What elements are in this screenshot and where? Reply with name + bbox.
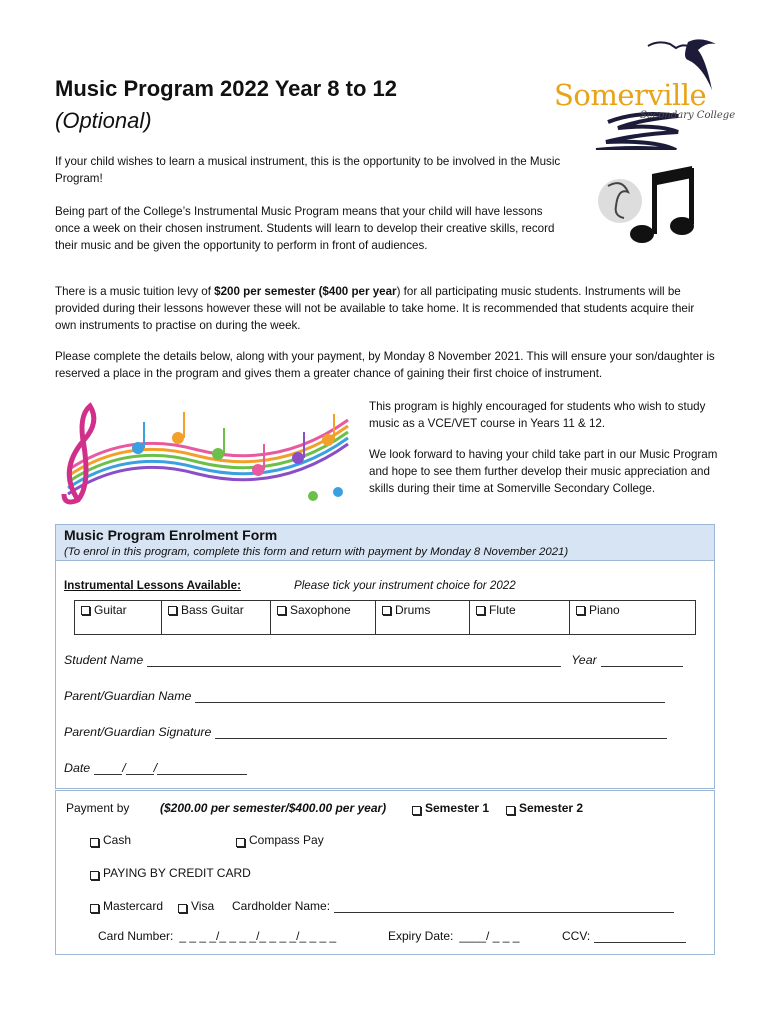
semester-2-option[interactable] <box>506 801 583 815</box>
cash-label: Cash <box>103 833 132 847</box>
instrument-piano[interactable] <box>570 601 695 634</box>
date-day-field[interactable] <box>94 763 122 775</box>
music-notes-image <box>590 156 718 256</box>
compass-pay-label: Compass Pay <box>249 833 324 847</box>
checkbox-icon[interactable] <box>178 904 187 913</box>
instrument-table <box>74 600 696 635</box>
card-number-row <box>98 929 336 943</box>
visa-label: Visa <box>191 899 215 913</box>
intro-paragraph-4: Please complete the details below, along with your payment, by Monday 8 November 2021. This will ensure your son/daughter is reserved a place in the program and gives them a greater chance of gaining their first choice of instrument. <box>55 350 715 380</box>
year-field[interactable] <box>601 655 683 667</box>
date-label: Date <box>64 761 91 775</box>
parent-signature-label: Parent/Guardian Signature <box>64 725 212 739</box>
enrolment-form <box>55 524 715 789</box>
intro-paragraph-5: This program is highly encouraged for students who wish to study music as a VCE/VET course in Years 11 & 12. <box>369 400 706 430</box>
checkbox-icon[interactable] <box>81 606 90 615</box>
date-row <box>64 761 247 775</box>
levy-text-post: ) for all participating music students. Instruments will be provided during their lessons however these will not be available to take home. It is recommended that students acquire their own instruments to practise on during the week. <box>55 285 695 332</box>
year-label: Year <box>571 653 597 667</box>
mastercard-label: Mastercard <box>103 899 164 913</box>
form-header <box>56 525 714 561</box>
parent-name-label: Parent/Guardian Name <box>64 689 192 703</box>
cardholder-field[interactable] <box>334 901 674 913</box>
expiry-field[interactable]: ____/ _ _ _ <box>459 929 520 943</box>
intro-paragraph-1: If your child wishes to learn a musical instrument, this is the opportunity to be involved in the Music Program! <box>55 155 561 185</box>
levy-text-pre: There is a music tuition levy of <box>55 285 215 298</box>
student-name-row <box>64 653 683 667</box>
checkbox-icon[interactable] <box>168 606 177 615</box>
instrument-label: Guitar <box>94 603 127 617</box>
card-number-label: Card Number: <box>98 929 174 943</box>
intro-paragraph-2: Being part of the College’s Instrumental Music Program means that your child will have lessons once a week on their chosen instrument. Students will learn to develop their creative skills, record their music and be given the opportunity to perform in front of audiences. <box>55 205 555 252</box>
instrument-label: Saxophone <box>290 603 351 617</box>
date-year-field[interactable] <box>157 763 247 775</box>
checkbox-icon[interactable] <box>277 606 286 615</box>
levy-amount: $200 per semester ($400 per year <box>214 285 397 298</box>
expiry-row <box>388 929 519 943</box>
payment-label: Payment by <box>66 801 130 815</box>
page-subtitle: (Optional) <box>55 108 152 133</box>
instrument-label: Bass Guitar <box>181 603 244 617</box>
logo-subtitle: Secondary College <box>640 110 736 121</box>
cardholder-label: Cardholder Name: <box>232 899 331 913</box>
checkbox-icon[interactable] <box>90 838 99 847</box>
checkbox-icon[interactable] <box>90 904 99 913</box>
music-staff-image <box>48 400 360 512</box>
instrument-bass-guitar[interactable] <box>162 601 271 634</box>
intro-paragraph-3 <box>55 283 715 334</box>
cash-option[interactable] <box>90 833 131 847</box>
checkbox-icon[interactable] <box>236 838 245 847</box>
mastercard-option[interactable] <box>90 899 163 913</box>
semester-1-label: Semester 1 <box>425 801 490 815</box>
parent-signature-row <box>64 725 667 739</box>
visa-option[interactable] <box>178 899 214 913</box>
student-name-label: Student Name <box>64 653 144 667</box>
page-title: Music Program 2022 Year 8 to 12 <box>55 76 397 101</box>
ccv-row <box>562 929 686 943</box>
form-title: Music Program Enrolment Form <box>64 527 278 543</box>
parent-signature-field[interactable] <box>215 727 667 739</box>
payment-section <box>55 790 715 955</box>
card-number-field[interactable]: _ _ _ _/_ _ _ _/_ _ _ _/_ _ _ _ <box>179 929 337 943</box>
form-note: (To enrol in this program, complete this form and return with payment by Monday 8 November 2021) <box>64 546 569 558</box>
checkbox-icon[interactable] <box>382 606 391 615</box>
compass-pay-option[interactable] <box>236 833 324 847</box>
checkbox-icon[interactable] <box>506 806 515 815</box>
parent-name-field[interactable] <box>195 691 665 703</box>
checkbox-icon[interactable] <box>90 871 99 880</box>
intro-paragraph-6: We look forward to having your child take part in our Music Program and hope to see them further develop their music appreciation and skills during their time at Somerville Secondary College. <box>369 448 718 495</box>
instrument-label: Flute <box>489 603 516 617</box>
school-logo <box>548 32 738 150</box>
instrument-label: Piano <box>589 603 620 617</box>
instrument-saxophone[interactable] <box>271 601 376 634</box>
instrument-flute[interactable] <box>470 601 570 634</box>
semester-1-option[interactable] <box>412 801 489 815</box>
payment-amount: ($200.00 per semester/$400.00 per year) <box>160 801 387 815</box>
date-separator: / <box>153 761 158 775</box>
student-name-field[interactable] <box>147 655 561 667</box>
checkbox-icon[interactable] <box>412 806 421 815</box>
tick-note: Please tick your instrument choice for 2022 <box>294 579 516 592</box>
date-month-field[interactable] <box>126 763 154 775</box>
parent-name-row <box>64 689 665 703</box>
checkbox-icon[interactable] <box>576 606 585 615</box>
instrument-label: Drums <box>395 603 431 617</box>
semester-2-label: Semester 2 <box>519 801 584 815</box>
lessons-label: Instrumental Lessons Available: <box>64 579 241 592</box>
logo-name: Somerville <box>554 78 707 112</box>
ccv-label: CCV: <box>562 929 591 943</box>
ccv-field[interactable] <box>594 931 686 943</box>
credit-card-label: PAYING BY CREDIT CARD <box>103 866 251 880</box>
expiry-label: Expiry Date: <box>388 929 454 943</box>
credit-card-option[interactable] <box>90 866 251 880</box>
checkbox-icon[interactable] <box>476 606 485 615</box>
date-separator: / <box>122 761 126 775</box>
cardholder-row <box>232 899 674 913</box>
instrument-drums[interactable] <box>376 601 470 634</box>
instrument-guitar[interactable] <box>75 601 162 634</box>
